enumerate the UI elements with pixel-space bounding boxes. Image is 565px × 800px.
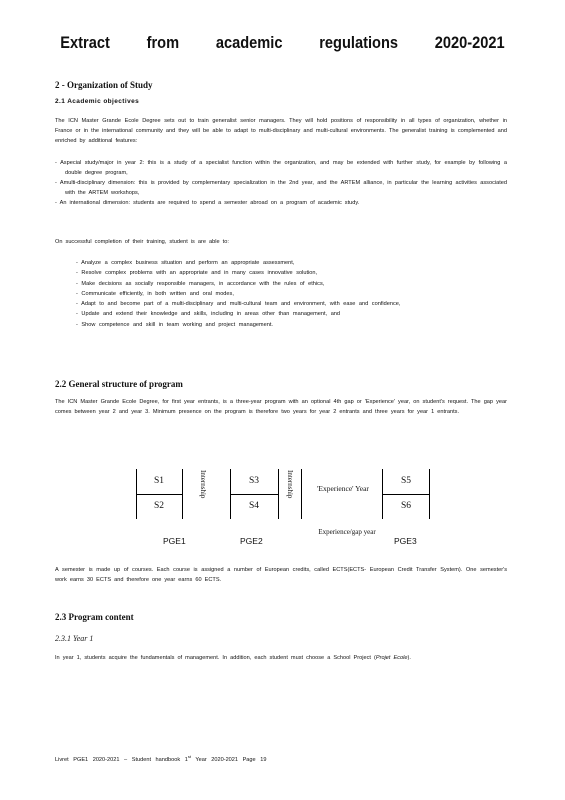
list-item: - Analyze a complex business situation and perform an appropriate assessment, (74, 258, 506, 268)
list-item: - Communicate efficiently, in both written and oral modes, (74, 289, 506, 299)
year-1-text (55, 653, 507, 663)
list-item: - Make decisions as socially responsible managers, in accordance with the rules of ethics, (74, 279, 506, 289)
academic-objectives-intro: The ICN Master Grande Ecole Degree sets out to train generalist senior managers. They will hold positions of responsibility in all types of organization, whether in France or in the international community and they will be able to adapt to multi-disciplinary and multi-cultural environments. The generalist training is complemented and enriched by additional features: (55, 118, 507, 144)
footer-handbook: Student handbook (131, 756, 181, 763)
footer-year: Year 2020-2021 (195, 756, 239, 763)
footer-year-number: 1 (184, 756, 188, 763)
semester-s1: S1 (153, 476, 165, 486)
footer-dash: – (124, 756, 128, 763)
pge3-label: PGE3 (394, 536, 417, 546)
semester-s5: S5 (400, 476, 412, 486)
school-project-name: Projet Ecole (375, 655, 408, 661)
list-item: - Show competence and skill in team working and project management. (74, 320, 506, 330)
footer-doc: Livret PGE1 2020-2021 (55, 756, 120, 763)
semester-s6: S6 (400, 501, 412, 511)
footer-page-label: Page (242, 756, 256, 763)
divider-line (230, 494, 278, 495)
list-item: - Resolve complex problems with an appropriate and in many cases innovative solution, (74, 268, 506, 278)
year-1-text-start: In year 1, students acquire the fundamentals of management. In addition, each student must choose a School Project ( (55, 655, 376, 661)
internship-label: Internship (199, 470, 207, 499)
page-title: Extract from academic regulations 2020-2021 (60, 33, 505, 52)
list-item: - Update and extend their knowledge and skills, including in areas other than management, and (74, 309, 506, 319)
list-item: - Adapt to and become part of a multi-disciplinary and multi-cultural team and environment, with ease and confidence, (74, 299, 506, 309)
year-1-text-end: ). (407, 655, 411, 661)
experience-year-label: 'Experience' Year (317, 484, 369, 493)
list-item: - Amulti-disciplinary dimension: this is provided by complementary specialization in the 2nd year, and the ARTEM alliance, in particular the learning activities associated with the ARTEM workshops, (55, 178, 507, 198)
list-item: - An international dimension: students are required to spend a semester abroad on a program of academic study. (55, 198, 507, 208)
footer-year-suffix: st (187, 754, 191, 759)
program-structure-text: The ICN Master Grande Ecole Degree, for first year entrants, is a three-year program with an optional 4th gap or 'Experience' year, on student's request. The gap year comes between year 2 and year 3. Minimum presence on the program is therefore two years for year 2 entrants and three years for year 1 entrants. (55, 399, 507, 415)
divider-line (429, 469, 430, 519)
experience-gap-year-label: Experience/gap year (318, 528, 376, 536)
divider-line (136, 494, 182, 495)
section-2-2-heading: 2.2 General structure of program (55, 379, 183, 389)
pge2-label: PGE2 (240, 536, 263, 546)
page-footer (55, 754, 266, 763)
footer-page-number: 19 (260, 756, 267, 763)
list-item: - Aspecial study/major in year 2: this is a study of a specialist function within the organization, and may be extended with further study, for example by following a double degree program, (55, 158, 507, 178)
divider-line (301, 469, 302, 519)
divider-line (382, 494, 429, 495)
on-success-text: On successful completion of their training, student is are able to: (55, 239, 229, 245)
section-2-3-1-heading: 2.3.1 Year 1 (55, 634, 94, 643)
divider-line (278, 469, 279, 519)
features-list (55, 158, 507, 208)
semester-s3: S3 (248, 476, 260, 486)
credits-text: A semester is made up of courses. Each course is assigned a number of European credits, called ECTS(ECTS- European Credit Transfer System). One semester's work earns 30 ECTS and therefore one year earns 60 ECTS. (55, 567, 507, 583)
section-2-heading: 2 - Organization of Study (55, 80, 153, 90)
semester-s4: S4 (248, 501, 260, 511)
internship-label: Internship (286, 470, 294, 499)
divider-line (182, 469, 183, 519)
abilities-list (74, 258, 506, 330)
semester-s2: S2 (153, 501, 165, 511)
section-2-1-heading: 2.1 Academic objectives (55, 98, 140, 105)
pge1-label: PGE1 (163, 536, 186, 546)
section-2-3-heading: 2.3 Program content (55, 612, 134, 622)
